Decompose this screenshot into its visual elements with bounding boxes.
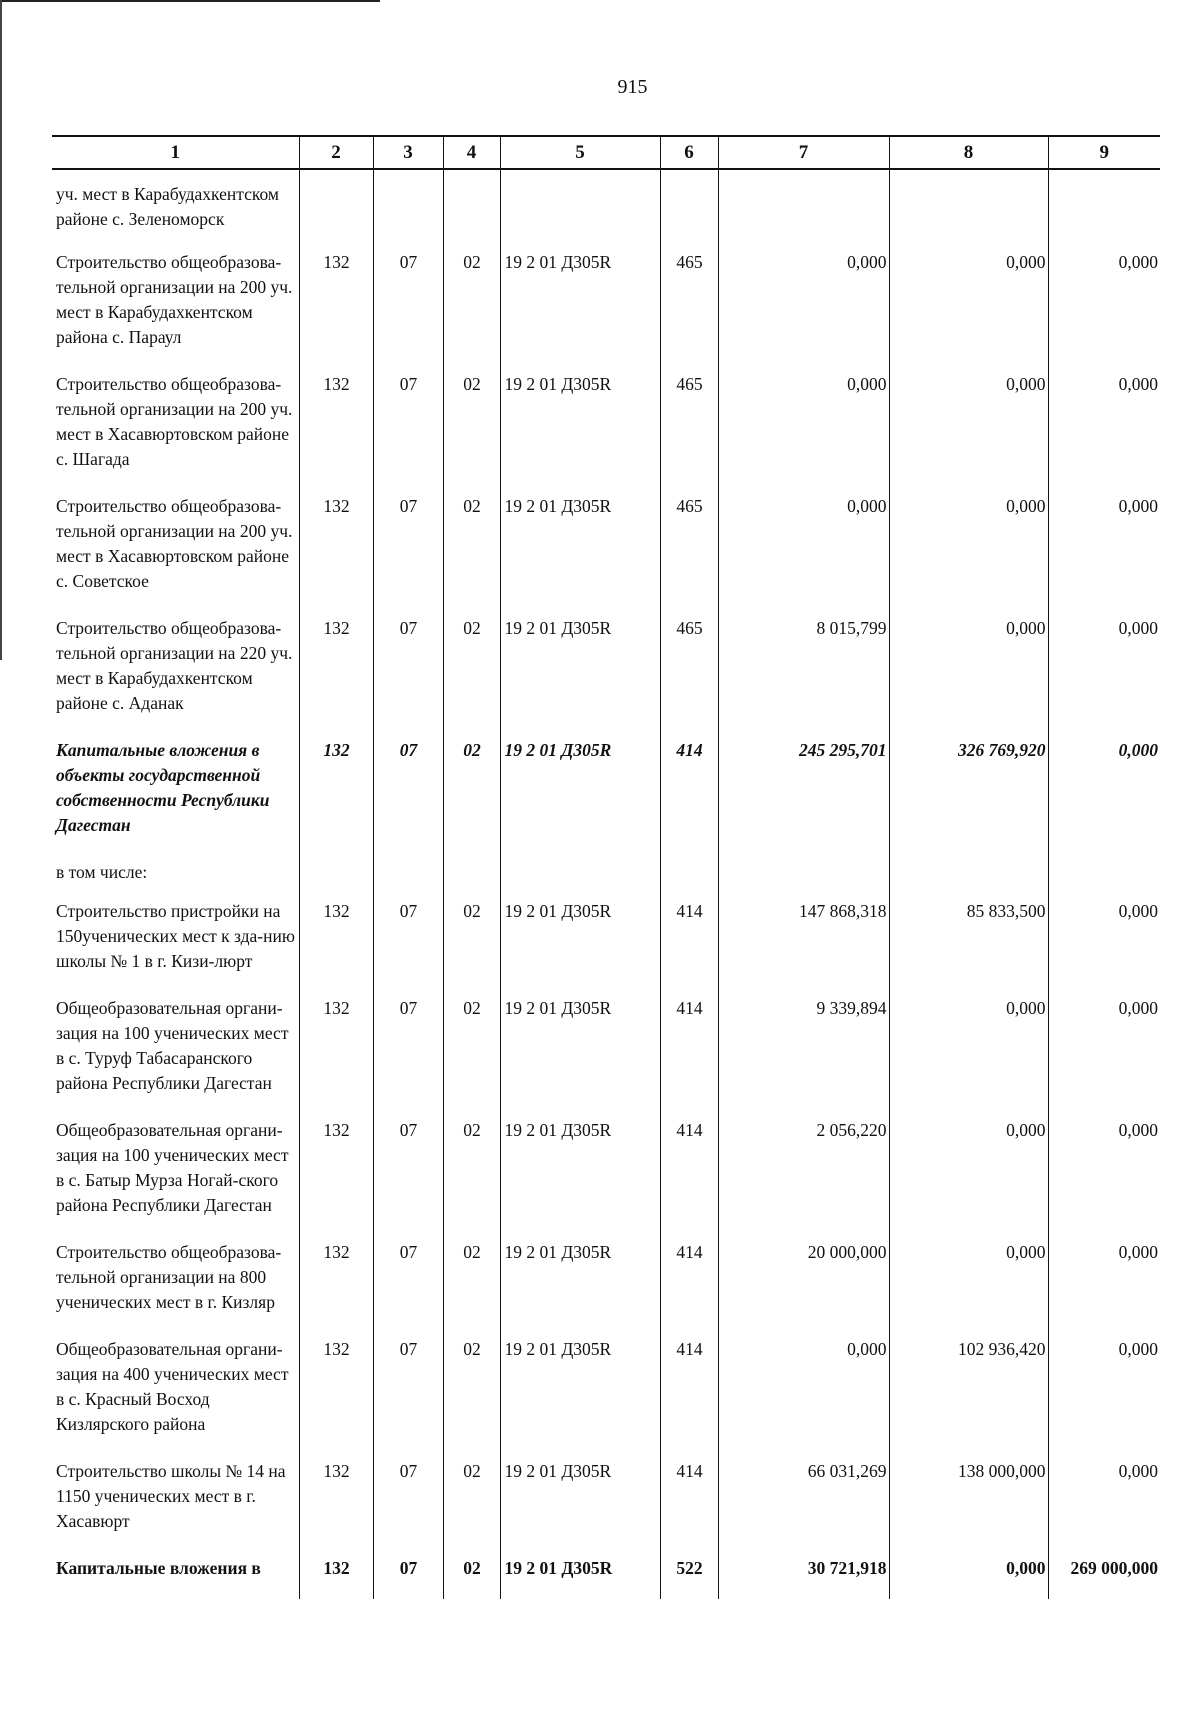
- row-col-3: 07: [373, 494, 443, 616]
- row-col-3: 07: [373, 899, 443, 996]
- row-col-8: 0,000: [889, 996, 1048, 1118]
- row-col-9: 0,000: [1048, 738, 1160, 860]
- table-header: [52, 136, 1160, 169]
- row-col-3: [373, 860, 443, 899]
- row-col-4: 02: [443, 250, 500, 372]
- row-col-5: [500, 169, 660, 250]
- row-col-4: 02: [443, 494, 500, 616]
- table-row-section: [52, 738, 1160, 860]
- row-col-3: [373, 169, 443, 250]
- row-col-8: 138 000,000: [889, 1459, 1048, 1556]
- row-name: Строительство школы № 14 на 1150 ученических мест в г. Хасавюрт: [56, 1461, 286, 1531]
- row-col-4: 02: [443, 1556, 500, 1599]
- row-col-4: [443, 860, 500, 899]
- row-col-2: 132: [299, 738, 373, 860]
- table-row: [52, 616, 1160, 738]
- header-col-2: 2: [299, 136, 373, 169]
- row-col-6: 465: [660, 250, 718, 372]
- row-col-6: 465: [660, 372, 718, 494]
- row-col-5: 19 2 01 Д305R: [500, 738, 660, 860]
- row-col-6: [660, 169, 718, 250]
- row-col-5: 19 2 01 Д305R: [500, 494, 660, 616]
- table-row-section: [52, 1556, 1160, 1599]
- row-name: Общеобразовательная органи-зация на 100 ученических мест в с. Туруф Табасаранского района Республики Дагестан: [56, 998, 289, 1093]
- table-row: [52, 1240, 1160, 1337]
- row-col-9: 0,000: [1048, 1118, 1160, 1240]
- row-col-7: 2 056,220: [718, 1118, 889, 1240]
- row-col-5: 19 2 01 Д305R: [500, 1459, 660, 1556]
- row-col-9: 0,000: [1048, 250, 1160, 372]
- row-name: Общеобразовательная органи-зация на 400 ученических мест в с. Красный Восход Кизлярского района: [56, 1339, 289, 1434]
- row-col-5: 19 2 01 Д305R: [500, 1240, 660, 1337]
- row-col-6: [660, 860, 718, 899]
- row-col-8: 85 833,500: [889, 899, 1048, 996]
- row-col-3: 07: [373, 996, 443, 1118]
- row-col-4: [443, 169, 500, 250]
- table-row: [52, 1118, 1160, 1240]
- table-body: [52, 169, 1160, 1599]
- row-name: Строительство общеобразова-тельной организации на 200 уч. мест в Хасавюртовском районе с. Советское: [56, 496, 293, 591]
- row-col-4: 02: [443, 996, 500, 1118]
- row-col-8: [889, 169, 1048, 250]
- row-col-7: 9 339,894: [718, 996, 889, 1118]
- row-col-9: 0,000: [1048, 1240, 1160, 1337]
- row-col-5: 19 2 01 Д305R: [500, 1118, 660, 1240]
- table-row: [52, 250, 1160, 372]
- row-col-7: 30 721,918: [718, 1556, 889, 1599]
- header-col-4: 4: [443, 136, 500, 169]
- row-col-6: 414: [660, 1240, 718, 1337]
- row-col-8: 0,000: [889, 616, 1048, 738]
- row-col-2: 132: [299, 250, 373, 372]
- table-row: [52, 169, 1160, 250]
- header-col-6: 6: [660, 136, 718, 169]
- table-row-note: [52, 860, 1160, 899]
- table-row: [52, 1459, 1160, 1556]
- row-col-3: 07: [373, 250, 443, 372]
- row-col-8: 102 936,420: [889, 1337, 1048, 1459]
- header-row: [52, 136, 1160, 169]
- row-col-3: 07: [373, 616, 443, 738]
- row-col-8: 0,000: [889, 1240, 1048, 1337]
- page-number: 915: [617, 76, 648, 98]
- row-col-2: 132: [299, 1118, 373, 1240]
- row-name: Общеобразовательная органи-зация на 100 ученических мест в с. Батыр Мурза Ногай-ского района Республики Дагестан: [56, 1120, 289, 1215]
- row-col-4: 02: [443, 1337, 500, 1459]
- table-row: [52, 494, 1160, 616]
- row-name: Капитальные вложения в: [56, 1558, 261, 1578]
- header-col-1: 1: [52, 136, 299, 169]
- row-col-2: 132: [299, 1337, 373, 1459]
- row-col-4: 02: [443, 616, 500, 738]
- row-name: Капитальные вложения в объекты государственной собственности Республики Дагестан: [56, 740, 270, 835]
- budget-table: [52, 135, 1160, 1599]
- scan-edge-line-left: [0, 0, 2, 660]
- row-col-8: [889, 860, 1048, 899]
- row-col-5: 19 2 01 Д305R: [500, 250, 660, 372]
- row-col-6: 522: [660, 1556, 718, 1599]
- header-col-5: 5: [500, 136, 660, 169]
- row-name: Строительство общеобразова-тельной организации на 220 уч. мест в Карабудахкентском районе с. Аданак: [56, 618, 293, 713]
- row-col-7: [718, 860, 889, 899]
- row-col-3: 07: [373, 1240, 443, 1337]
- row-col-4: 02: [443, 738, 500, 860]
- row-col-8: 0,000: [889, 372, 1048, 494]
- scan-edge-line: [0, 0, 380, 2]
- row-col-6: 414: [660, 899, 718, 996]
- row-col-3: 07: [373, 1556, 443, 1599]
- row-col-6: 465: [660, 494, 718, 616]
- row-col-7: 0,000: [718, 494, 889, 616]
- row-col-8: 0,000: [889, 250, 1048, 372]
- row-col-8: 326 769,920: [889, 738, 1048, 860]
- row-col-5: 19 2 01 Д305R: [500, 616, 660, 738]
- row-col-7: 8 015,799: [718, 616, 889, 738]
- row-col-9: 0,000: [1048, 1459, 1160, 1556]
- row-col-3: 07: [373, 1459, 443, 1556]
- row-name: Строительство общеобразова-тельной организации на 200 уч. мест в Хасавюртовском районе с. Шагада: [56, 374, 293, 469]
- row-name: Строительство общеобразова-тельной организации на 200 уч. мест в Карабудахкентском района с. Параул: [56, 252, 293, 347]
- row-col-2: 132: [299, 494, 373, 616]
- row-col-8: 0,000: [889, 1556, 1048, 1599]
- row-col-9: 0,000: [1048, 494, 1160, 616]
- header-col-8: 8: [889, 136, 1048, 169]
- row-col-3: 07: [373, 738, 443, 860]
- row-col-9: [1048, 860, 1160, 899]
- row-col-6: 414: [660, 1118, 718, 1240]
- header-col-9: 9: [1048, 136, 1160, 169]
- table-row: [52, 372, 1160, 494]
- table-row: [52, 996, 1160, 1118]
- row-col-3: 07: [373, 1337, 443, 1459]
- row-col-6: 414: [660, 738, 718, 860]
- row-col-9: 0,000: [1048, 616, 1160, 738]
- row-col-5: 19 2 01 Д305R: [500, 996, 660, 1118]
- row-col-5: 19 2 01 Д305R: [500, 372, 660, 494]
- row-col-3: 07: [373, 1118, 443, 1240]
- row-col-2: 132: [299, 1556, 373, 1599]
- row-col-6: 414: [660, 996, 718, 1118]
- row-col-6: 414: [660, 1337, 718, 1459]
- row-name: Строительство общеобразова-тельной организации на 800 ученических мест в г. Кизляр: [56, 1242, 282, 1312]
- row-col-2: 132: [299, 1240, 373, 1337]
- row-col-6: 414: [660, 1459, 718, 1556]
- row-name: в том числе:: [56, 862, 148, 882]
- row-col-4: 02: [443, 899, 500, 996]
- row-col-7: 245 295,701: [718, 738, 889, 860]
- row-col-5: 19 2 01 Д305R: [500, 1556, 660, 1599]
- row-col-4: 02: [443, 1459, 500, 1556]
- row-name: Строительство пристройки на 150ученических мест к зда-нию школы № 1 в г. Кизи-люрт: [56, 901, 295, 971]
- row-col-7: 20 000,000: [718, 1240, 889, 1337]
- row-col-9: 0,000: [1048, 996, 1160, 1118]
- row-col-2: 132: [299, 616, 373, 738]
- row-col-7: [718, 169, 889, 250]
- row-col-5: 19 2 01 Д305R: [500, 1337, 660, 1459]
- row-col-7: 0,000: [718, 1337, 889, 1459]
- row-col-7: 0,000: [718, 372, 889, 494]
- row-col-8: 0,000: [889, 494, 1048, 616]
- row-col-2: [299, 860, 373, 899]
- row-col-6: 465: [660, 616, 718, 738]
- row-col-7: 147 868,318: [718, 899, 889, 996]
- row-col-2: 132: [299, 996, 373, 1118]
- row-col-3: 07: [373, 372, 443, 494]
- table-row: [52, 1337, 1160, 1459]
- header-col-3: 3: [373, 136, 443, 169]
- row-col-5: 19 2 01 Д305R: [500, 899, 660, 996]
- row-col-9: [1048, 169, 1160, 250]
- row-col-9: 269 000,000: [1048, 1556, 1160, 1599]
- row-name: уч. мест в Карабудахкентском районе с. Зеленоморск: [56, 184, 279, 229]
- row-col-4: 02: [443, 1118, 500, 1240]
- row-col-5: [500, 860, 660, 899]
- row-col-2: 132: [299, 899, 373, 996]
- row-col-2: 132: [299, 372, 373, 494]
- row-col-2: [299, 169, 373, 250]
- row-col-2: 132: [299, 1459, 373, 1556]
- row-col-4: 02: [443, 372, 500, 494]
- row-col-4: 02: [443, 1240, 500, 1337]
- row-col-9: 0,000: [1048, 899, 1160, 996]
- row-col-9: 0,000: [1048, 372, 1160, 494]
- row-col-9: 0,000: [1048, 1337, 1160, 1459]
- row-col-8: 0,000: [889, 1118, 1048, 1240]
- row-col-7: 0,000: [718, 250, 889, 372]
- header-col-7: 7: [718, 136, 889, 169]
- table-row: [52, 899, 1160, 996]
- row-col-7: 66 031,269: [718, 1459, 889, 1556]
